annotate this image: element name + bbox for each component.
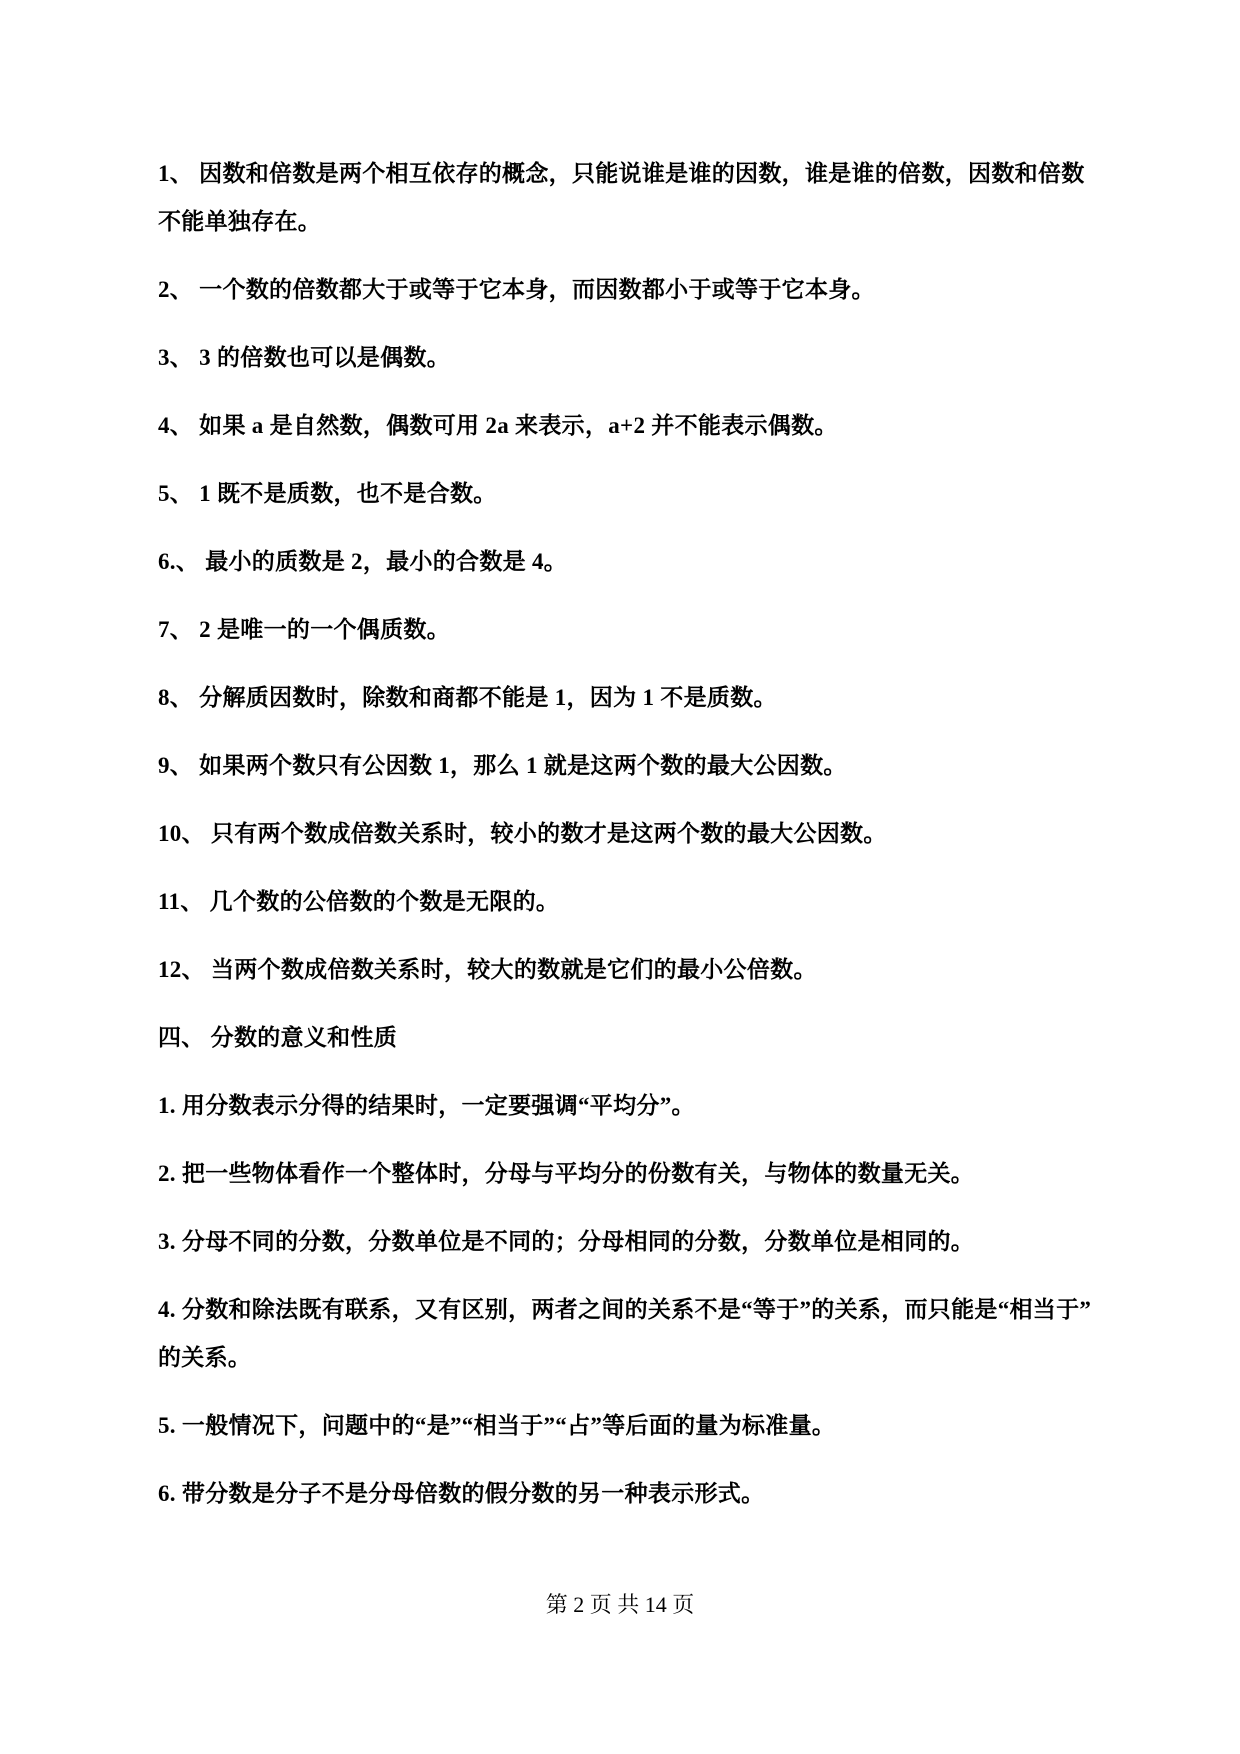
list-item [158,402,1098,450]
section-heading [158,1014,1098,1062]
list-item [158,150,1098,246]
text-line: 4、 如果 a 是自然数，偶数可用 2a 来表示，a+2 并不能表示偶数。 [158,413,838,438]
list-item [158,538,1098,586]
list-item [158,742,1098,790]
text-line: 4. 分数和除法既有联系，又有区别，两者之间的关系不是“等于”的关系，而只能是“相当于” [158,1297,1092,1322]
text-line: 5、 1 既不是质数，也不是合数。 [158,481,497,506]
list-item [158,674,1098,722]
text-line: 7、 2 是唯一的一个偶质数。 [158,617,450,642]
list-item [158,1082,1098,1130]
page-footer: 第 2 页 共 14 页 [545,1592,695,1617]
document-body [158,150,1098,1538]
text-line: 6.、 最小的质数是 2，最小的合数是 4。 [158,549,568,574]
text-line: 6. 带分数是分子不是分母倍数的假分数的另一种表示形式。 [158,1481,765,1506]
list-item [158,1286,1098,1382]
list-item [158,470,1098,518]
text-line: 1、 因数和倍数是两个相互依存的概念，只能说谁是谁的因数，谁是谁的倍数，因数和倍数 [158,161,1085,186]
list-item [158,1402,1098,1450]
list-item [158,334,1098,382]
text-line: 9、 如果两个数只有公因数 1，那么 1 就是这两个数的最大公因数。 [158,753,847,778]
text-line: 3、 3 的倍数也可以是偶数。 [158,345,450,370]
text-line: 四、 分数的意义和性质 [158,1025,398,1050]
text-line: 11、 几个数的公倍数的个数是无限的。 [158,889,560,914]
text-line: 8、 分解质因数时，除数和商都不能是 1，因为 1 不是质数。 [158,685,777,710]
list-item [158,810,1098,858]
text-line: 2、 一个数的倍数都大于或等于它本身，而因数都小于或等于它本身。 [158,277,875,302]
text-line: 3. 分母不同的分数，分数单位是不同的；分母相同的分数，分数单位是相同的。 [158,1229,975,1254]
text-line: 10、 只有两个数成倍数关系时，较小的数才是这两个数的最大公因数。 [158,821,887,846]
list-item [158,1150,1098,1198]
text-line: 12、 当两个数成倍数关系时，较大的数就是它们的最小公倍数。 [158,957,817,982]
text-line: 的关系。 [158,1345,252,1370]
text-line: 不能单独存在。 [158,209,322,234]
list-item [158,878,1098,926]
list-item [158,266,1098,314]
list-item [158,946,1098,994]
list-item [158,1470,1098,1518]
list-item [158,1218,1098,1266]
text-line: 5. 一般情况下，问题中的“是”“相当于”“占”等后面的量为标准量。 [158,1413,836,1438]
text-line: 2. 把一些物体看作一个整体时，分母与平均分的份数有关，与物体的数量无关。 [158,1161,975,1186]
text-line: 1. 用分数表示分得的结果时，一定要强调“平均分”。 [158,1093,695,1118]
list-item [158,606,1098,654]
